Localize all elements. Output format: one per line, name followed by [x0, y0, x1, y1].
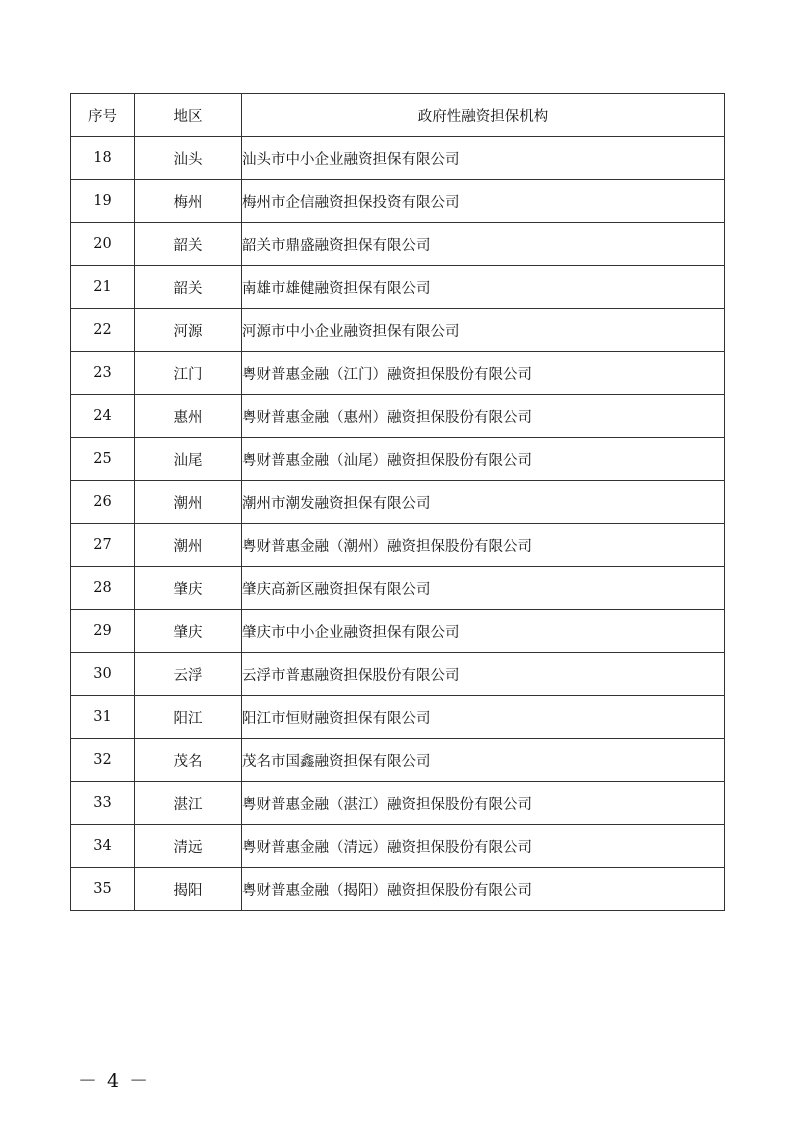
table-row	[71, 739, 725, 782]
table-row	[71, 352, 725, 395]
cell-organization: 肇庆高新区融资担保有限公司	[242, 567, 725, 610]
cell-organization: 汕头市中小企业融资担保有限公司	[242, 137, 725, 180]
cell-organization: 南雄市雄健融资担保有限公司	[242, 266, 725, 309]
table-row	[71, 137, 725, 180]
cell-organization: 粤财普惠金融（汕尾）融资担保股份有限公司	[242, 438, 725, 481]
cell-region: 肇庆	[135, 567, 242, 610]
cell-organization: 梅州市企信融资担保投资有限公司	[242, 180, 725, 223]
cell-region: 潮州	[135, 524, 242, 567]
page-number: － 4 －	[78, 1070, 151, 1092]
cell-region: 汕尾	[135, 438, 242, 481]
cell-no: 32	[71, 739, 135, 782]
table-row	[71, 782, 725, 825]
cell-organization: 韶关市鼎盛融资担保有限公司	[242, 223, 725, 266]
cell-region: 韶关	[135, 266, 242, 309]
table-header-row	[71, 94, 725, 137]
cell-organization: 潮州市潮发融资担保有限公司	[242, 481, 725, 524]
cell-region: 潮州	[135, 481, 242, 524]
cell-no: 19	[71, 180, 135, 223]
cell-region: 梅州	[135, 180, 242, 223]
guarantee-institutions-table	[70, 93, 725, 911]
cell-organization: 粤财普惠金融（清远）融资担保股份有限公司	[242, 825, 725, 868]
table-row	[71, 180, 725, 223]
cell-no: 27	[71, 524, 135, 567]
cell-no: 29	[71, 610, 135, 653]
cell-region: 肇庆	[135, 610, 242, 653]
cell-organization: 茂名市国鑫融资担保有限公司	[242, 739, 725, 782]
cell-organization: 粤财普惠金融（湛江）融资担保股份有限公司	[242, 782, 725, 825]
cell-region: 江门	[135, 352, 242, 395]
cell-organization: 粤财普惠金融（潮州）融资担保股份有限公司	[242, 524, 725, 567]
cell-no: 34	[71, 825, 135, 868]
cell-no: 33	[71, 782, 135, 825]
table-row	[71, 696, 725, 739]
cell-region: 阳江	[135, 696, 242, 739]
table-row	[71, 481, 725, 524]
table-row	[71, 309, 725, 352]
cell-region: 汕头	[135, 137, 242, 180]
cell-no: 21	[71, 266, 135, 309]
cell-organization: 粤财普惠金融（惠州）融资担保股份有限公司	[242, 395, 725, 438]
cell-organization: 肇庆市中小企业融资担保有限公司	[242, 610, 725, 653]
table-body	[71, 137, 725, 911]
table-row	[71, 524, 725, 567]
cell-region: 云浮	[135, 653, 242, 696]
header-no: 序号	[71, 94, 135, 137]
cell-no: 20	[71, 223, 135, 266]
cell-region: 惠州	[135, 395, 242, 438]
cell-organization: 粤财普惠金融（揭阳）融资担保股份有限公司	[242, 868, 725, 911]
header-organization: 政府性融资担保机构	[242, 94, 725, 137]
table-row	[71, 825, 725, 868]
cell-no: 25	[71, 438, 135, 481]
cell-no: 18	[71, 137, 135, 180]
table-row	[71, 567, 725, 610]
cell-organization: 河源市中小企业融资担保有限公司	[242, 309, 725, 352]
cell-no: 22	[71, 309, 135, 352]
header-region: 地区	[135, 94, 242, 137]
cell-no: 23	[71, 352, 135, 395]
cell-no: 28	[71, 567, 135, 610]
cell-organization: 粤财普惠金融（江门）融资担保股份有限公司	[242, 352, 725, 395]
table-row	[71, 868, 725, 911]
table-row	[71, 438, 725, 481]
cell-no: 26	[71, 481, 135, 524]
table-row	[71, 395, 725, 438]
cell-no: 35	[71, 868, 135, 911]
table-row	[71, 653, 725, 696]
cell-organization: 阳江市恒财融资担保有限公司	[242, 696, 725, 739]
cell-organization: 云浮市普惠融资担保股份有限公司	[242, 653, 725, 696]
cell-region: 湛江	[135, 782, 242, 825]
table-row	[71, 266, 725, 309]
cell-no: 24	[71, 395, 135, 438]
cell-region: 韶关	[135, 223, 242, 266]
cell-region: 揭阳	[135, 868, 242, 911]
cell-region: 茂名	[135, 739, 242, 782]
cell-region: 清远	[135, 825, 242, 868]
cell-no: 31	[71, 696, 135, 739]
table-row	[71, 610, 725, 653]
cell-no: 30	[71, 653, 135, 696]
table-row	[71, 223, 725, 266]
cell-region: 河源	[135, 309, 242, 352]
